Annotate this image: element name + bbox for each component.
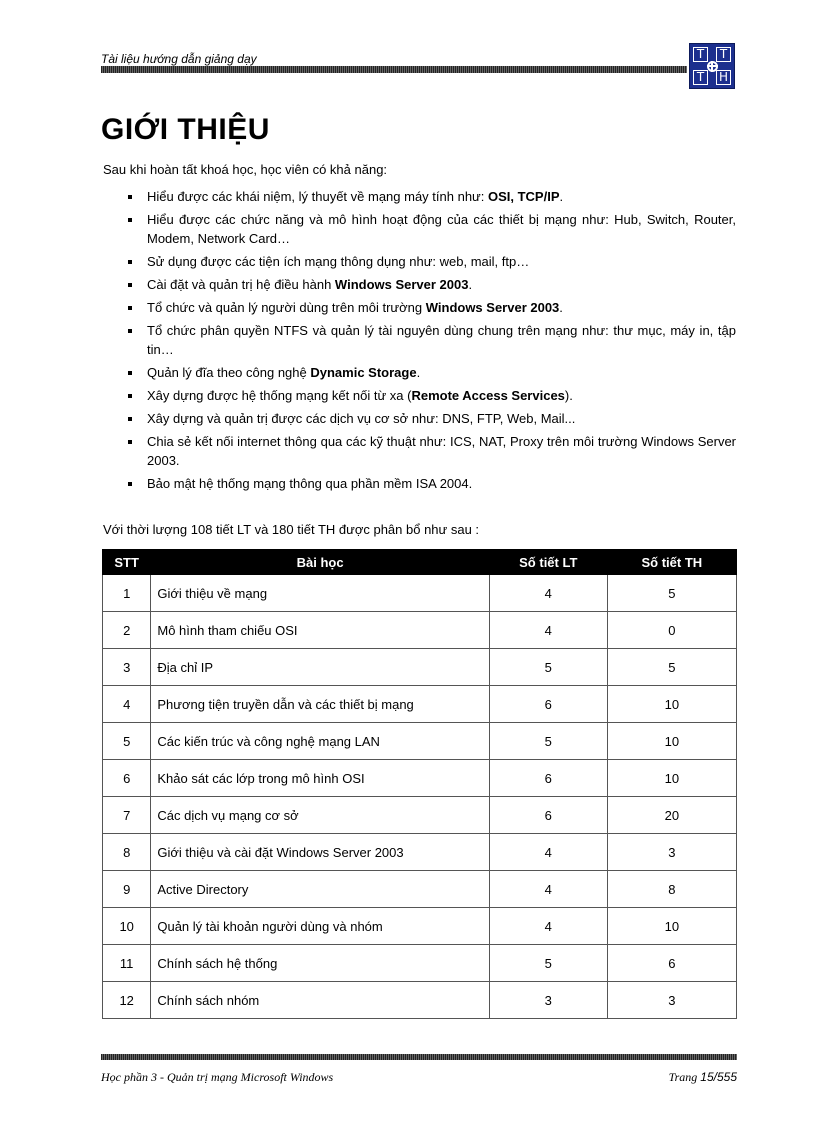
header-rule bbox=[101, 66, 687, 73]
logo-letter: T bbox=[716, 47, 731, 62]
cell-practice: 0 bbox=[607, 612, 736, 649]
table-row bbox=[103, 908, 737, 945]
logo-hub-icon bbox=[707, 61, 718, 72]
cell-practice: 10 bbox=[607, 686, 736, 723]
intro-text: Sau khi hoàn tất khoá học, học viên có khả năng: bbox=[103, 162, 388, 177]
cell-theory: 3 bbox=[489, 982, 607, 1019]
cell-theory: 6 bbox=[489, 797, 607, 834]
list-item: Hiểu được các khái niệm, lý thuyết về mạng máy tính như: OSI, TCP/IP. bbox=[103, 187, 736, 206]
table-row bbox=[103, 834, 737, 871]
list-item: Tổ chức và quản lý người dùng trên môi trường Windows Server 2003. bbox=[103, 298, 736, 317]
cell-theory: 4 bbox=[489, 908, 607, 945]
table-row bbox=[103, 575, 737, 612]
cell-stt: 6 bbox=[103, 760, 151, 797]
cell-stt: 12 bbox=[103, 982, 151, 1019]
list-item: Xây dựng được hệ thống mạng kết nối từ xa (Remote Access Services). bbox=[103, 386, 736, 405]
table-header-row bbox=[103, 550, 737, 575]
cell-lesson: Địa chỉ IP bbox=[151, 649, 490, 686]
list-item: Sử dụng được các tiện ích mạng thông dụng như: web, mail, ftp… bbox=[103, 252, 736, 271]
list-item: Cài đặt và quản trị hệ điều hành Windows Server 2003. bbox=[103, 275, 736, 294]
table-row bbox=[103, 982, 737, 1019]
cell-theory: 5 bbox=[489, 723, 607, 760]
cell-practice: 6 bbox=[607, 945, 736, 982]
cell-stt: 11 bbox=[103, 945, 151, 982]
cell-lesson: Các kiến trúc và công nghệ mạng LAN bbox=[151, 723, 490, 760]
cell-practice: 5 bbox=[607, 649, 736, 686]
cell-theory: 6 bbox=[489, 760, 607, 797]
table-row bbox=[103, 760, 737, 797]
column-header-practice: Số tiết TH bbox=[607, 550, 736, 575]
table-row bbox=[103, 686, 737, 723]
footer-page-number: Trang 15/555 bbox=[668, 1070, 737, 1084]
cell-lesson: Các dịch vụ mạng cơ sở bbox=[151, 797, 490, 834]
footer-course-name: Học phần 3 - Quản trị mạng Microsoft Windows bbox=[101, 1070, 334, 1084]
cell-lesson: Active Directory bbox=[151, 871, 490, 908]
cell-stt: 9 bbox=[103, 871, 151, 908]
cell-stt: 2 bbox=[103, 612, 151, 649]
cell-lesson: Giới thiệu về mạng bbox=[151, 575, 490, 612]
list-item: Bảo mật hệ thống mạng thông qua phần mềm ISA 2004. bbox=[103, 474, 736, 493]
cell-stt: 5 bbox=[103, 723, 151, 760]
list-item: Tổ chức phân quyền NTFS và quản lý tài nguyên dùng chung trên mạng như: thư mục, máy in, tập tin… bbox=[103, 321, 736, 359]
cell-stt: 1 bbox=[103, 575, 151, 612]
table-row bbox=[103, 649, 737, 686]
allocation-text: Với thời lượng 108 tiết LT và 180 tiết TH được phân bổ như sau : bbox=[103, 522, 480, 537]
cell-stt: 3 bbox=[103, 649, 151, 686]
cell-practice: 3 bbox=[607, 982, 736, 1019]
column-header-lesson: Bài học bbox=[151, 550, 490, 575]
cell-lesson: Khảo sát các lớp trong mô hình OSI bbox=[151, 760, 490, 797]
header-title: Tài liệu hướng dẫn giảng dạy bbox=[101, 52, 257, 66]
objectives-list bbox=[103, 187, 736, 497]
cell-theory: 5 bbox=[489, 649, 607, 686]
cell-practice: 10 bbox=[607, 723, 736, 760]
table-row bbox=[103, 871, 737, 908]
logo-letter: T bbox=[693, 47, 708, 62]
cell-lesson: Chính sách hệ thống bbox=[151, 945, 490, 982]
cell-lesson: Phương tiện truyền dẫn và các thiết bị mạng bbox=[151, 686, 490, 723]
tth-logo bbox=[689, 43, 735, 89]
cell-stt: 4 bbox=[103, 686, 151, 723]
cell-stt: 10 bbox=[103, 908, 151, 945]
logo-letter: H bbox=[716, 70, 731, 85]
page-title: GIỚI THIỆU bbox=[101, 113, 270, 146]
cell-practice: 20 bbox=[607, 797, 736, 834]
cell-practice: 10 bbox=[607, 760, 736, 797]
cell-practice: 5 bbox=[607, 575, 736, 612]
cell-practice: 10 bbox=[607, 908, 736, 945]
table-row bbox=[103, 723, 737, 760]
cell-theory: 4 bbox=[489, 871, 607, 908]
column-header-theory: Số tiết LT bbox=[489, 550, 607, 575]
cell-lesson: Mô hình tham chiếu OSI bbox=[151, 612, 490, 649]
cell-practice: 8 bbox=[607, 871, 736, 908]
table-row bbox=[103, 797, 737, 834]
cell-theory: 5 bbox=[489, 945, 607, 982]
list-item: Xây dựng và quản trị được các dịch vụ cơ sở như: DNS, FTP, Web, Mail... bbox=[103, 409, 736, 428]
cell-theory: 4 bbox=[489, 612, 607, 649]
list-item: Hiểu được các chức năng và mô hình hoạt động của các thiết bị mạng như: Hub, Switch, Router, Modem, Network Card… bbox=[103, 210, 736, 248]
cell-lesson: Chính sách nhóm bbox=[151, 982, 490, 1019]
cell-lesson: Quản lý tài khoản người dùng và nhóm bbox=[151, 908, 490, 945]
course-table bbox=[102, 549, 737, 1019]
logo-letter: T bbox=[693, 70, 708, 85]
table-row bbox=[103, 945, 737, 982]
cell-lesson: Giới thiệu và cài đặt Windows Server 2003 bbox=[151, 834, 490, 871]
cell-theory: 4 bbox=[489, 575, 607, 612]
cell-theory: 6 bbox=[489, 686, 607, 723]
footer-rule bbox=[101, 1054, 737, 1060]
cell-stt: 8 bbox=[103, 834, 151, 871]
table-row bbox=[103, 612, 737, 649]
list-item: Chia sẻ kết nối internet thông qua các kỹ thuật như: ICS, NAT, Proxy trên môi trường Windows Server 2003. bbox=[103, 432, 736, 470]
list-item: Quản lý đĩa theo công nghệ Dynamic Storage. bbox=[103, 363, 736, 382]
cell-stt: 7 bbox=[103, 797, 151, 834]
cell-practice: 3 bbox=[607, 834, 736, 871]
cell-theory: 4 bbox=[489, 834, 607, 871]
column-header-stt: STT bbox=[103, 550, 151, 575]
